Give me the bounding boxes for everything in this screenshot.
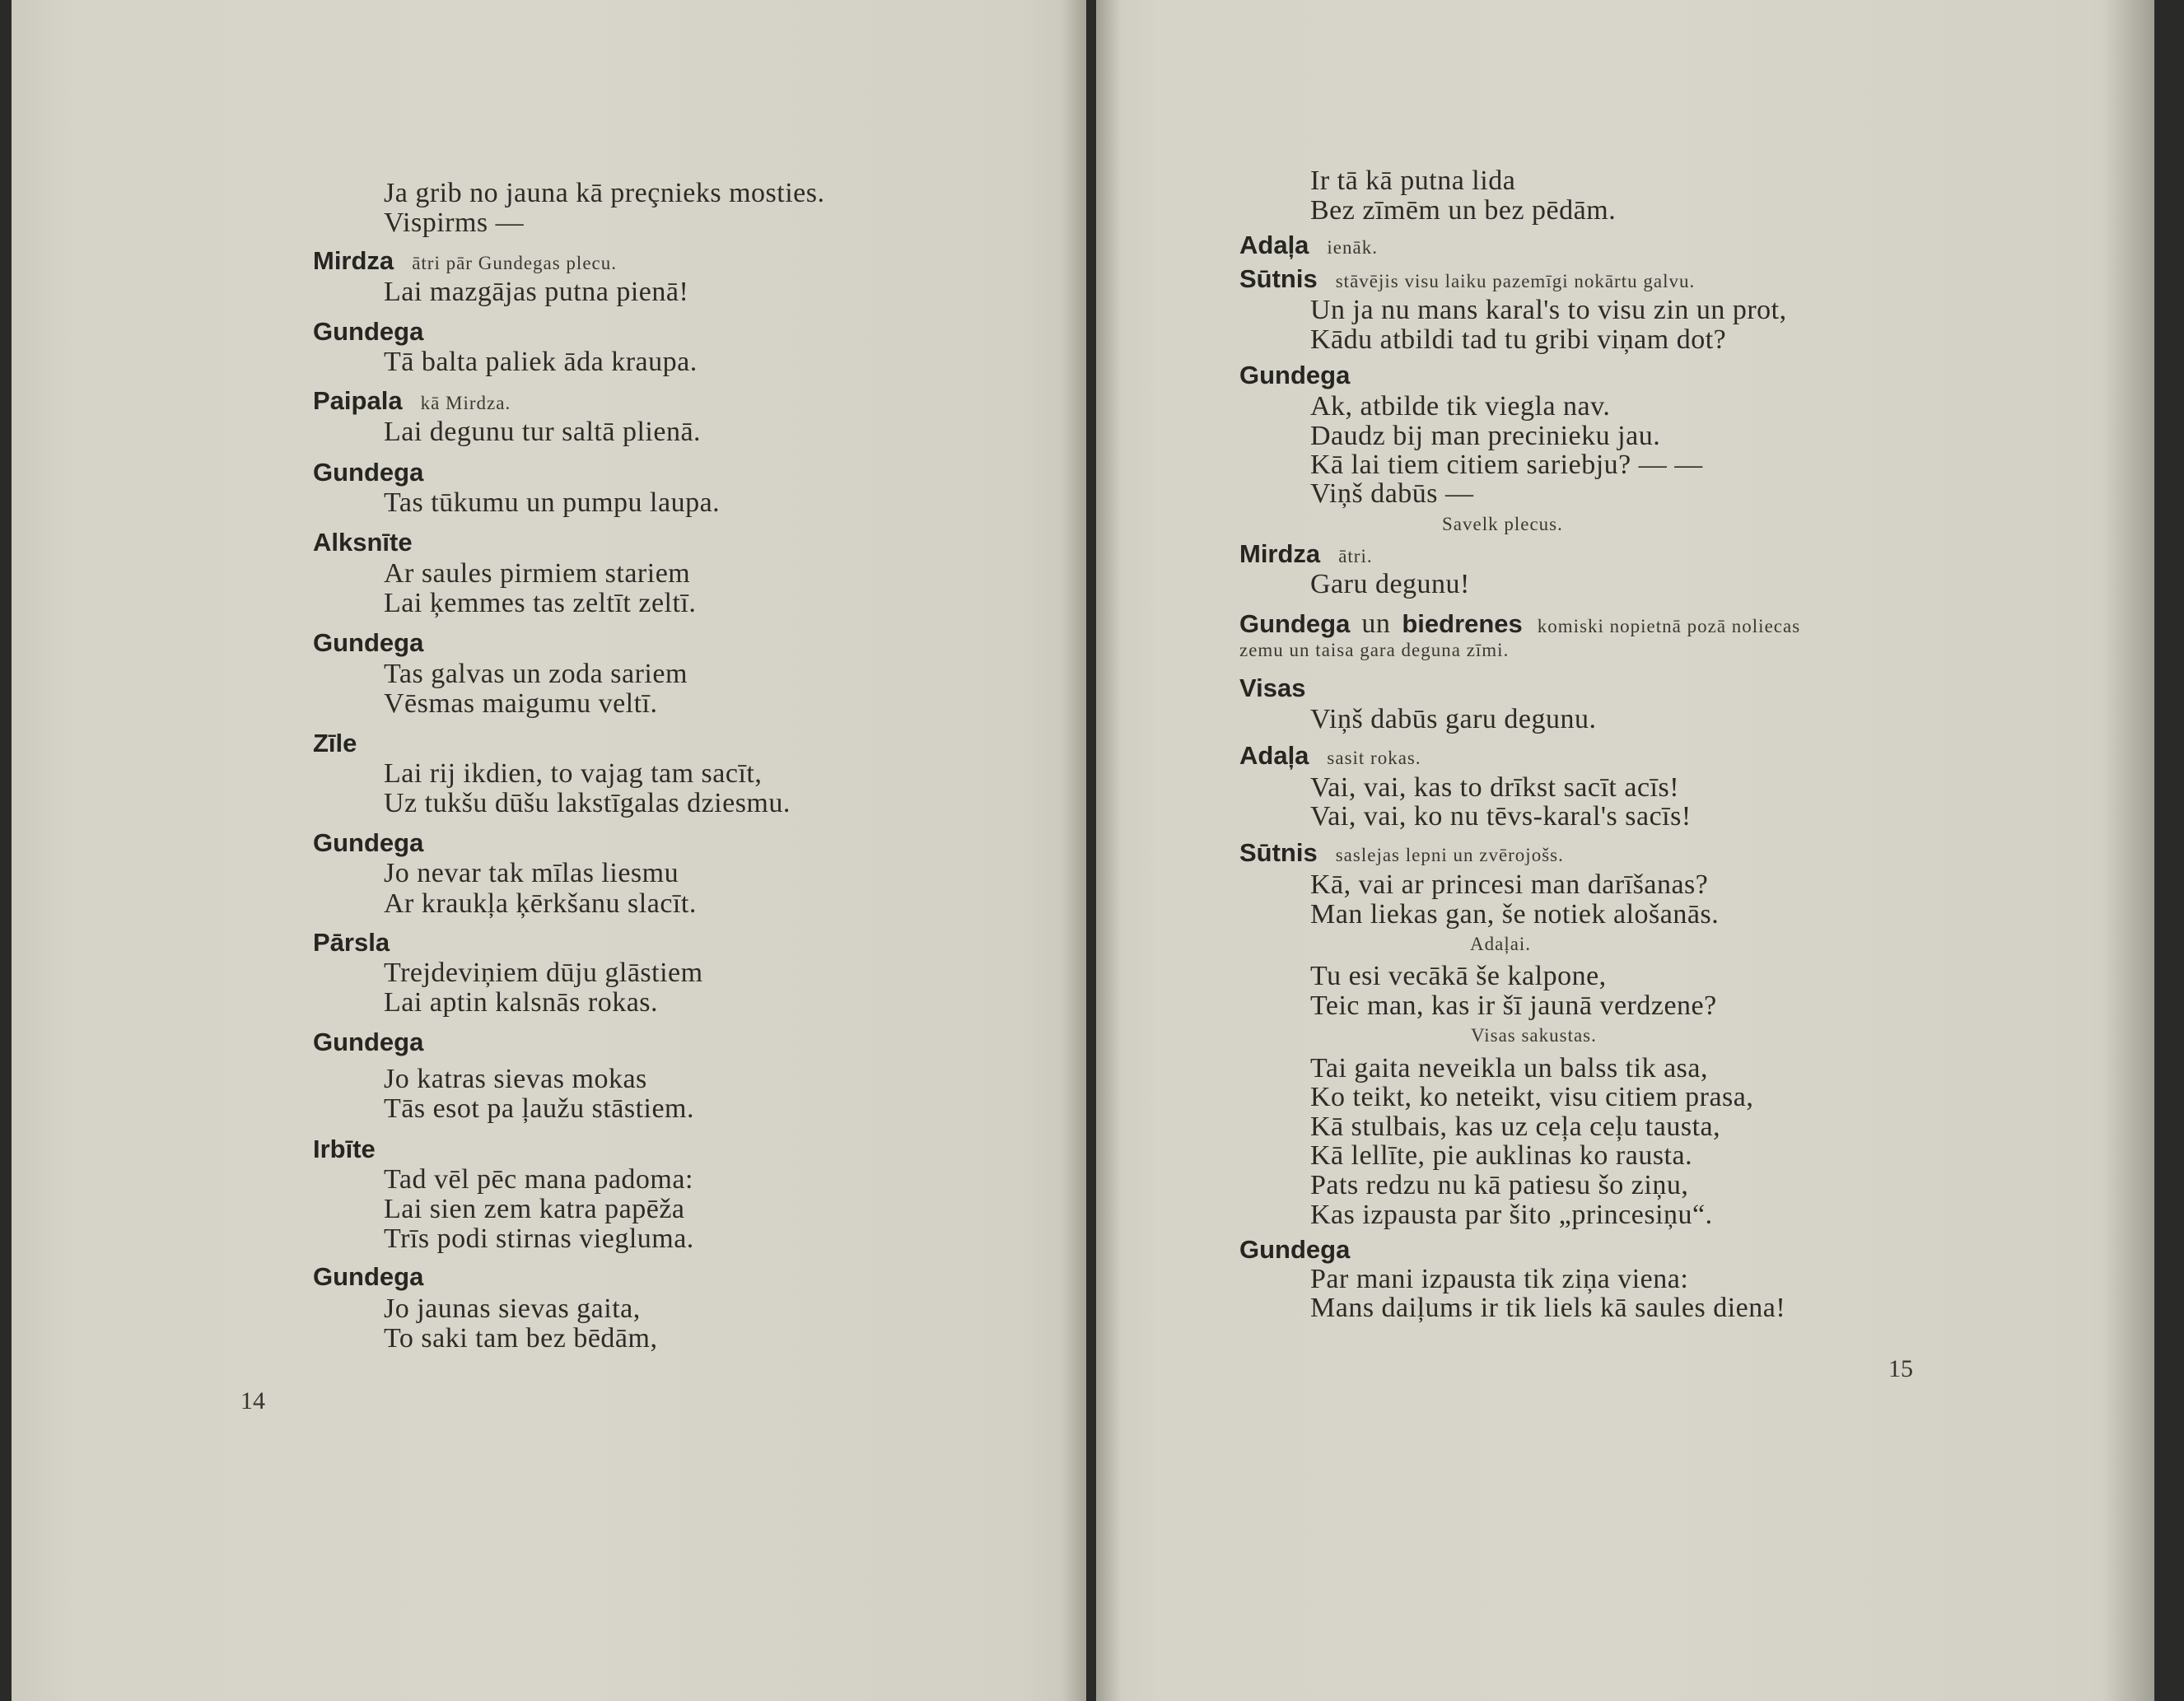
speaker-line [1239,610,1800,638]
verse-line: Lai mazgājas putna pienā! [384,277,689,307]
verse-line: Uz tukšu dūšu lakstīgalas dziesmu. [384,788,791,818]
verse-line: Vai, vai, kas to drīkst sacīt acīs! [1310,772,1680,803]
verse-line: Tad vēl pēc mana padoma: [384,1164,693,1195]
verse-line: Lai degunu tur saltā plienā. [384,417,702,447]
verse-line: Kā lellīte, pie auklinas ko rausta. [1310,1140,1693,1171]
speaker-name: Mirdza [313,246,394,275]
verse-line: Tu esi vecākā še kalpone, [1310,961,1607,991]
stage-direction: sasit rokas. [1327,748,1421,768]
stage-direction: kā Mirdza. [420,393,511,413]
speaker-name: Alksnīte [313,528,413,557]
stage-direction: Visas sakustas. [1471,1025,1597,1046]
verse-line: Kā lai tiem citiem sariebju? — — [1310,450,1703,480]
verse-line: Daudz bij man precinieku jau. [1310,421,1661,451]
stage-direction: komiski nopietnā pozā noliecas [1537,616,1801,636]
stage-direction: ātri pār Gundegas plecu. [412,253,617,273]
stage-direction: zemu un taisa gara deguna zīmi. [1239,640,1510,660]
verse-line: Ir tā kā putna lida [1310,165,1516,196]
verse-line: Viņš dabūs garu degunu. [1310,704,1597,734]
speaker-connector: un [1361,608,1391,639]
verse-line: Trīs podi stirnas viegluma. [384,1223,694,1254]
speaker-name: Gundega [1239,609,1351,638]
verse-line: Tas tūkumu un pumpu laupa. [384,487,721,518]
verse-line: To saki tam bez bēdām, [384,1323,658,1354]
verse-line: Ak, atbilde tik viegla nav. [1310,391,1611,422]
verse-line: Garu degunu! [1310,569,1470,599]
speaker-name: Mirdza [1239,539,1321,568]
speaker-name: Gundega [313,1262,424,1291]
speaker-name: Paipala [313,386,403,415]
verse-line: Tas galvas un zoda sariem [384,659,688,689]
verse-line: Vai, vai, ko nu tēvs-karal's sacīs! [1310,801,1692,832]
speaker-name: Gundega [313,628,424,657]
speaker-name: Pārsla [313,928,390,957]
verse-line: Jo nevar tak mīlas liesmu [384,858,679,888]
verse-line: Teic man, kas ir šī jaunā verdzene? [1310,990,1717,1021]
verse-line: Vispirms — [384,207,525,238]
verse-line: Kā stulbais, kas uz ceļa ceļu tausta, [1310,1111,1721,1142]
stage-direction: Adaļai. [1470,934,1532,954]
verse-line: Pats redzu nu kā patiesu šo ziņu, [1310,1170,1689,1200]
verse-line: Kā, vai ar princesi man darīšanas? [1310,869,1709,900]
verse-line: Jo katras sievas mokas [384,1064,647,1094]
verse-line: Lai rij ikdien, to vajag tam sacīt, [384,758,763,789]
verse-line: Un ja nu mans karal's to visu zin un prot, [1310,295,1787,325]
speaker-line [1239,266,1695,291]
speaker-line [1239,743,1421,768]
verse-line: Kas izpausta par šito „princesiņu“. [1310,1200,1713,1230]
speaker-name: Gundega [1239,361,1351,389]
right-page [1096,0,2154,1701]
verse-line: Tās esot pa ļaužu stāstiem. [384,1093,695,1124]
verse-line: Viņš dabūs — [1310,478,1474,509]
spine-shadow [1096,0,1121,1701]
speaker-name: Sūtnis [1239,838,1318,867]
verse-line: Ko teikt, ko neteikt, visu citiem prasa, [1310,1082,1754,1112]
verse-line: Ar kraukļa ķērkšanu slacīt. [384,888,697,919]
speaker-name: Gundega [313,828,424,857]
verse-line: Jo jaunas sievas gaita, [384,1293,641,1324]
verse-line: Ar saules pirmiem stariem [384,558,691,589]
speaker-name: Zīle [313,729,357,757]
verse-line: Kādu atbildi tad tu gribi viņam dot? [1310,324,1727,355]
spine-shadow [1062,0,1086,1701]
speaker-name: Irbīte [313,1135,376,1163]
verse-line: Mans daiļums ir tik liels kā saules diena! [1310,1293,1786,1323]
stage-direction: ātri. [1338,546,1373,566]
verse-line: Ja grib no jauna kā preçnieks mosties. [384,178,825,208]
verse-line: Bez zīmēm un bez pēdām. [1310,195,1617,226]
left-page [12,0,1086,1701]
verse-line: Tai gaita neveikla un balss tik asa, [1310,1053,1708,1084]
verse-line: Vēsmas maigumu veltī. [384,688,658,719]
stage-direction: ienāk. [1327,237,1378,258]
speaker-name: biedrenes [1402,609,1523,638]
speaker-line [1239,840,1564,865]
verse-line: Tā balta paliek āda kraupa. [384,347,698,377]
stage-direction: Savelk plecus. [1442,514,1563,534]
speaker-name: Gundega [313,1028,424,1056]
speaker-line [313,248,617,273]
speaker-line [313,388,511,413]
speaker-line [1239,232,1378,258]
stage-direction: saslejas lepni un zvērojošs. [1335,845,1564,865]
verse-line: Lai aptin kalsnās rokas. [384,987,659,1018]
page-edge-shadow [2105,0,2154,1701]
speaker-name: Sūtnis [1239,264,1318,293]
verse-line: Man liekas gan, še notiek alošanās. [1310,899,1720,930]
page-number: 14 [240,1387,265,1414]
speaker-name: Gundega [1239,1235,1351,1264]
verse-line: Lai sien zem katra papēža [384,1194,685,1224]
verse-line: Trejdeviņiem dūju glāstiem [384,958,703,988]
speaker-line [1239,541,1373,566]
speaker-name: Adaļa [1239,231,1309,259]
stage-direction: stāvējis visu laiku pazemīgi nokārtu galvu. [1335,271,1696,291]
speaker-name: Adaļa [1239,741,1309,770]
speaker-name: Gundega [313,458,424,487]
page-number: 15 [1888,1355,1913,1382]
verse-line: Par mani izpausta tik ziņa viena: [1310,1264,1689,1294]
speaker-name: Gundega [313,317,424,346]
verse-line: Lai ķemmes tas zeltīt zeltī. [384,588,697,618]
speaker-name: Visas [1239,673,1306,702]
